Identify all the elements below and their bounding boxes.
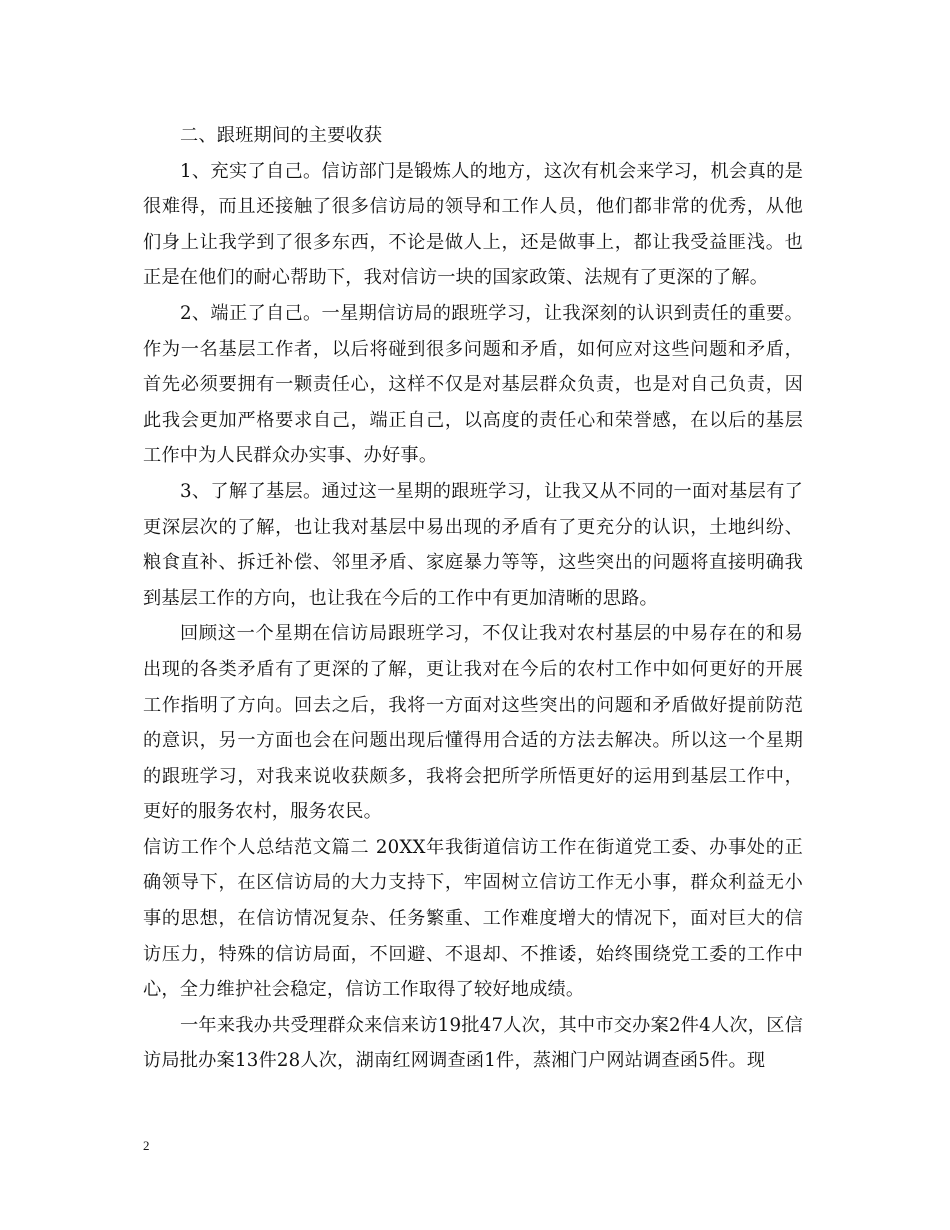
document-body: [143, 118, 803, 1079]
section-heading: 二、跟班期间的主要收获: [180, 125, 383, 146]
section-two-title: 信访工作个人总结范文篇二: [143, 836, 370, 858]
paragraph-3: 3、了解了基层。通过这一星期的跟班学习，让我又从不同的一面对基层有了更深层次的了解，也让我对基层中易出现的矛盾有了更充分的认识，土地纠纷、粮食直补、拆迁补偿、邻里矛盾、家庭暴力等等，这些突出的问题将直接明确我到基层工作的方向，也让我在今后的工作中有更加清晰的思路。: [143, 480, 803, 609]
paragraph-1: 1、充实了自己。信访部门是锻炼人的地方，这次有机会来学习，机会真的是很难得，而且还接触了很多信访局的领导和工作人员，他们都非常的优秀，从他们身上让我学到了很多东西，不论是做人上，还是做事上，都让我受益匪浅。也正是在他们的耐心帮助下，我对信访一块的国家政策、法规有了更深的了解。: [143, 160, 803, 289]
paragraph-5: 一年来我办共受理群众来信来访19批47人次，其中市交办案2件4人次，区信访局批办案13件28人次，湖南红网调查函1件，蒸湘门户网站调查函5件。现: [143, 1014, 803, 1072]
paragraph-4: 回顾这一个星期在信访局跟班学习，不仅让我对农村基层的中易存在的和易出现的各类矛盾有了更深的了解，更让我对在今后的农村工作中如何更好的开展工作指明了方向。回去之后，我将一方面对这些突出的问题和矛盾做好提前防范的意识，另一方面也会在问题出现后懂得用合适的方法去解决。所以这一个星期的跟班学习，对我来说收获颇多，我将会把所学所悟更好的运用到基层工作中，更好的服务农村，服务农民。: [143, 623, 803, 823]
section-two-paragraph: [143, 830, 803, 1008]
page-number: 2: [143, 1138, 150, 1153]
section-two-text: 20XX年我街道信访工作在街道党工委、办事处的正确领导下，在区信访局的大力支持下，牢固树立信访工作无小事，群众利益无小事的思想，在信访情况复杂、任务繁重、工作难度增大的情况下，面对巨大的信访压力，特殊的信访局面，不回避、不退却、不推诿，始终围绕党工委的工作中心，全力维护社会稳定，信访工作取得了较好地成绩。: [143, 836, 804, 1001]
paragraph-2: 2、端正了自己。一星期信访局的跟班学习，让我深刻的认识到责任的重要。作为一名基层工作者，以后将碰到很多问题和矛盾，如何应对这些问题和矛盾，首先必须要拥有一颗责任心，这样不仅是对基层群众负责，也是对自己负责，因此我会更加严格要求自己，端正自己，以高度的责任心和荣誉感，在以后的基层工作中为人民群众办实事、办好事。: [143, 302, 803, 467]
